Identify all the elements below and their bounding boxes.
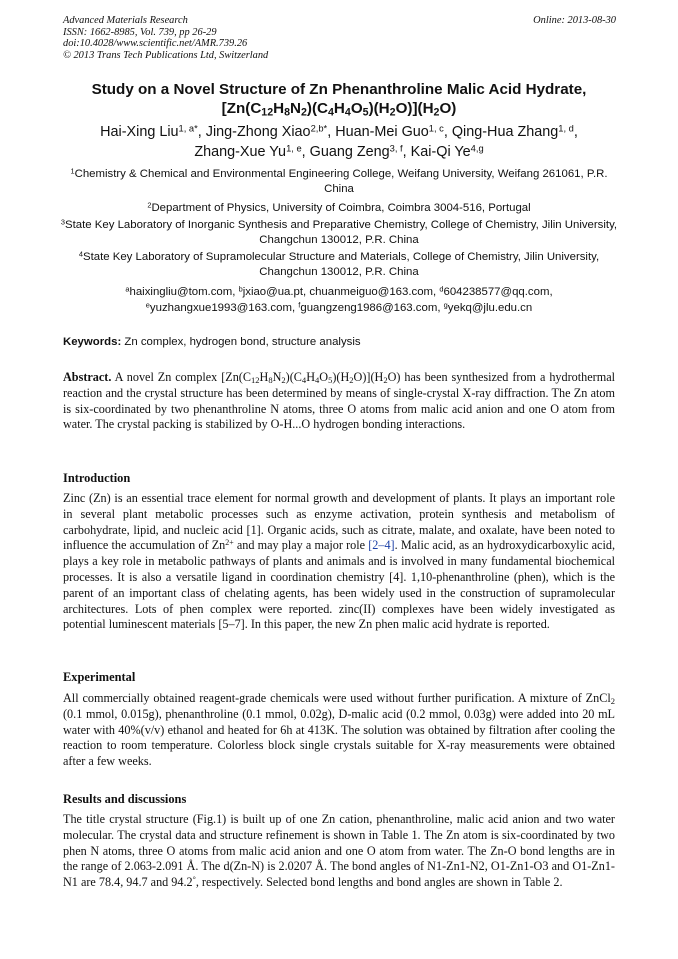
- reference-link[interactable]: [2–4]: [368, 538, 395, 553]
- introduction-text: Zinc (Zn) is an essential trace element for normal growth and development of plants. It plays an important role in several plant metabolic processes such as enzyme activation, protein synthesis and metabolism of carbohydrate, lipid, and nucleic acid [1]. Organic acids, such as citrate, malate, and oxalate, have been noted to influence the accumulation of $Zn^{2+}$ and may play a major role [2–4]. Malic acid, as an hydroxydicarboxylic acid, plays a key role in metabolic pathways of plants and animals and is involved in many fundamental biochemical processes. It is also a versatile ligand in coordination chemistry [4]. 1,10-phenanthroline (phen), which is the parent of an important class of chelating agents, has been widely used in the construction of supramolecular architectures. Lots of phen complex were reported. zinc(II) complexes have been widely investigated as potential luminescent materials [5–7]. In this paper, the new Zn phen malic acid hydrate is reported.: [63, 491, 615, 632]
- introduction-heading: Introduction: [63, 471, 131, 485]
- email-address: yekq@jlu.edu.cn: [447, 301, 533, 314]
- email-list: [58, 285, 620, 316]
- email-address: jxiao@ua.pt, chuanmeiguo@163.com: [242, 286, 434, 298]
- journal-name: Advanced Materials Research: [63, 15, 188, 26]
- title-line-1: Study on a Novel Structure of Zn Phenanthroline Malic Acid Hydrate,: [91, 81, 587, 98]
- affiliation-3: $^3$State Key Laboratory of Inorganic Synthesis and Preparative Chemistry, College of Chemistry, Jilin University, Changchun 130012, P.R. China: [60, 217, 618, 246]
- email-address: 604238577@qq.com: [443, 286, 550, 298]
- author-name: Huan-Mei Guo: [335, 124, 429, 140]
- author-line-2: Zhang-Xue Yu$^{1, e}$, Guang Zeng$^{3, f}$, Kai-Qi Ye$^{4,g}$: [194, 142, 484, 160]
- journal-header: [63, 15, 268, 61]
- author-name: Hai-Xing Liu: [100, 124, 179, 140]
- journal-copyright: © 2013 Trans Tech Publications Ltd, Switzerland: [63, 49, 269, 61]
- email-line-2: $^e$yuzhangxue1993@163.com, $^f$guangzeng1986@163.com, $^g$yekq@jlu.edu.cn: [145, 299, 533, 314]
- title-formula: $[Zn(C_{12}H_8N_2)(C_4H_4O_5)(H_2O)](H_2O)$: [221, 100, 457, 119]
- author-name: Jing-Zhong Xiao: [205, 124, 311, 140]
- abstract-label: Abstract.: [63, 370, 112, 384]
- affiliation-1: $^1$Chemistry & Chemical and Environmental Engineering College, Weifang University, Weifang 261061, P.R. China: [70, 166, 608, 195]
- email-line-1: $^a$haixingliu@tom.com, $^b$jxiao@ua.pt, chuanmeiguo@163.com, $^d$604238577@qq.com,: [125, 284, 553, 298]
- author-line-1: Hai-Xing Liu$^{1, a*}$, Jing-Zhong Xiao$^{2,b*}$, Huan-Mei Guo$^{1, c}$, Qing-Hua Zhang$^{1, d}$,: [100, 123, 578, 140]
- journal-issn: ISSN: 1662-8985, Vol. 739, pp 26-29: [63, 26, 217, 38]
- affiliation-2: $^2$Department of Physics, University of Coimbra, Coimbra 3004-516, Portugal: [147, 200, 531, 214]
- author-list: [40, 123, 638, 162]
- author-name: Kai-Qi Ye: [410, 143, 471, 160]
- affiliation-4: $^4$State Key Laboratory of Supramolecular Structure and Materials, College of Chemistry, Jilin University, Changchun 130012, P.R. China: [78, 249, 600, 278]
- experimental-heading: Experimental: [63, 670, 136, 684]
- email-address: guangzeng1986@163.com: [300, 301, 438, 314]
- keywords-text: Zn complex, hydrogen bond, structure analysis: [121, 336, 361, 348]
- journal-doi: doi:10.4028/www.scientific.net/AMR.739.26: [63, 38, 248, 50]
- email-address: yuzhangxue1993@163.com: [149, 301, 292, 314]
- abstract-formula: $[Zn(C_{12}H_8N_2)(C_4H_4O_5)(H_2O)](H_2O)$: [221, 370, 401, 386]
- results-text: The title crystal structure (Fig.1) is built up of one Zn cation, phenanthroline, malic acid anion and two water molecular. The crystal data and structure refinement is shown in Table 1. The Zn atom is six-coordinated by two phen N atoms, three O atoms from malic acid anion and one O atom from water. The Zn-O bond lengths are in the range of 2.063-2.091 Å. The d(Zn-N) is 2.0207 Å. The bond angles of N1-Zn1-N2, O1-Zn1-O3 and O1-Zn1-N1 are 78.4, 94.7 and 94.2°, respectively. Selected bond lengths and bond angles are shown in Table 2.: [63, 812, 615, 890]
- author-name: Zhang-Xue Yu: [194, 143, 287, 160]
- experimental-text: All commercially obtained reagent-grade chemicals were used without further purification. A mixture of ZnCl$_2$ (0.1 mmol, 0.015g), phenanthroline (0.1 mmol, 0.02g), D-malic acid (0.2 mmol, 0.03g) were added into 20 mL water with 40%(v/v) ethanol and heated for 6h at 413K. The solution was obtained by filtration after cooling the reaction to room temperature. Colorless block single crystals suitable for X-ray measurements were obtained after a few weeks.: [63, 691, 615, 769]
- paper-title: [40, 80, 638, 118]
- keywords-label: Keywords:: [63, 336, 122, 348]
- email-address: haixingliu@tom.com: [129, 286, 233, 298]
- abstract: Abstract. A novel Zn complex $[Zn(C_{12}H_8N_2)(C_4H_4O_5)(H_2O)](H_2O)$ has been synthesized from a hydrothermal reaction and the crystal structure has been determined by means of single-crystal X-ray diffraction. The Zn atom is six-coordinated by two phenanthroline N atoms, three O atoms from malic acid anion and one O atom from water. The crystal packing is stabilized by O-H...O hydrogen bonding interactions.: [63, 370, 615, 432]
- results-heading: Results and discussions: [63, 792, 187, 806]
- author-name: Qing-Hua Zhang: [451, 124, 559, 140]
- online-date: Online: 2013-08-30: [533, 15, 616, 26]
- keywords: [63, 336, 615, 348]
- author-name: Guang Zeng: [309, 143, 390, 160]
